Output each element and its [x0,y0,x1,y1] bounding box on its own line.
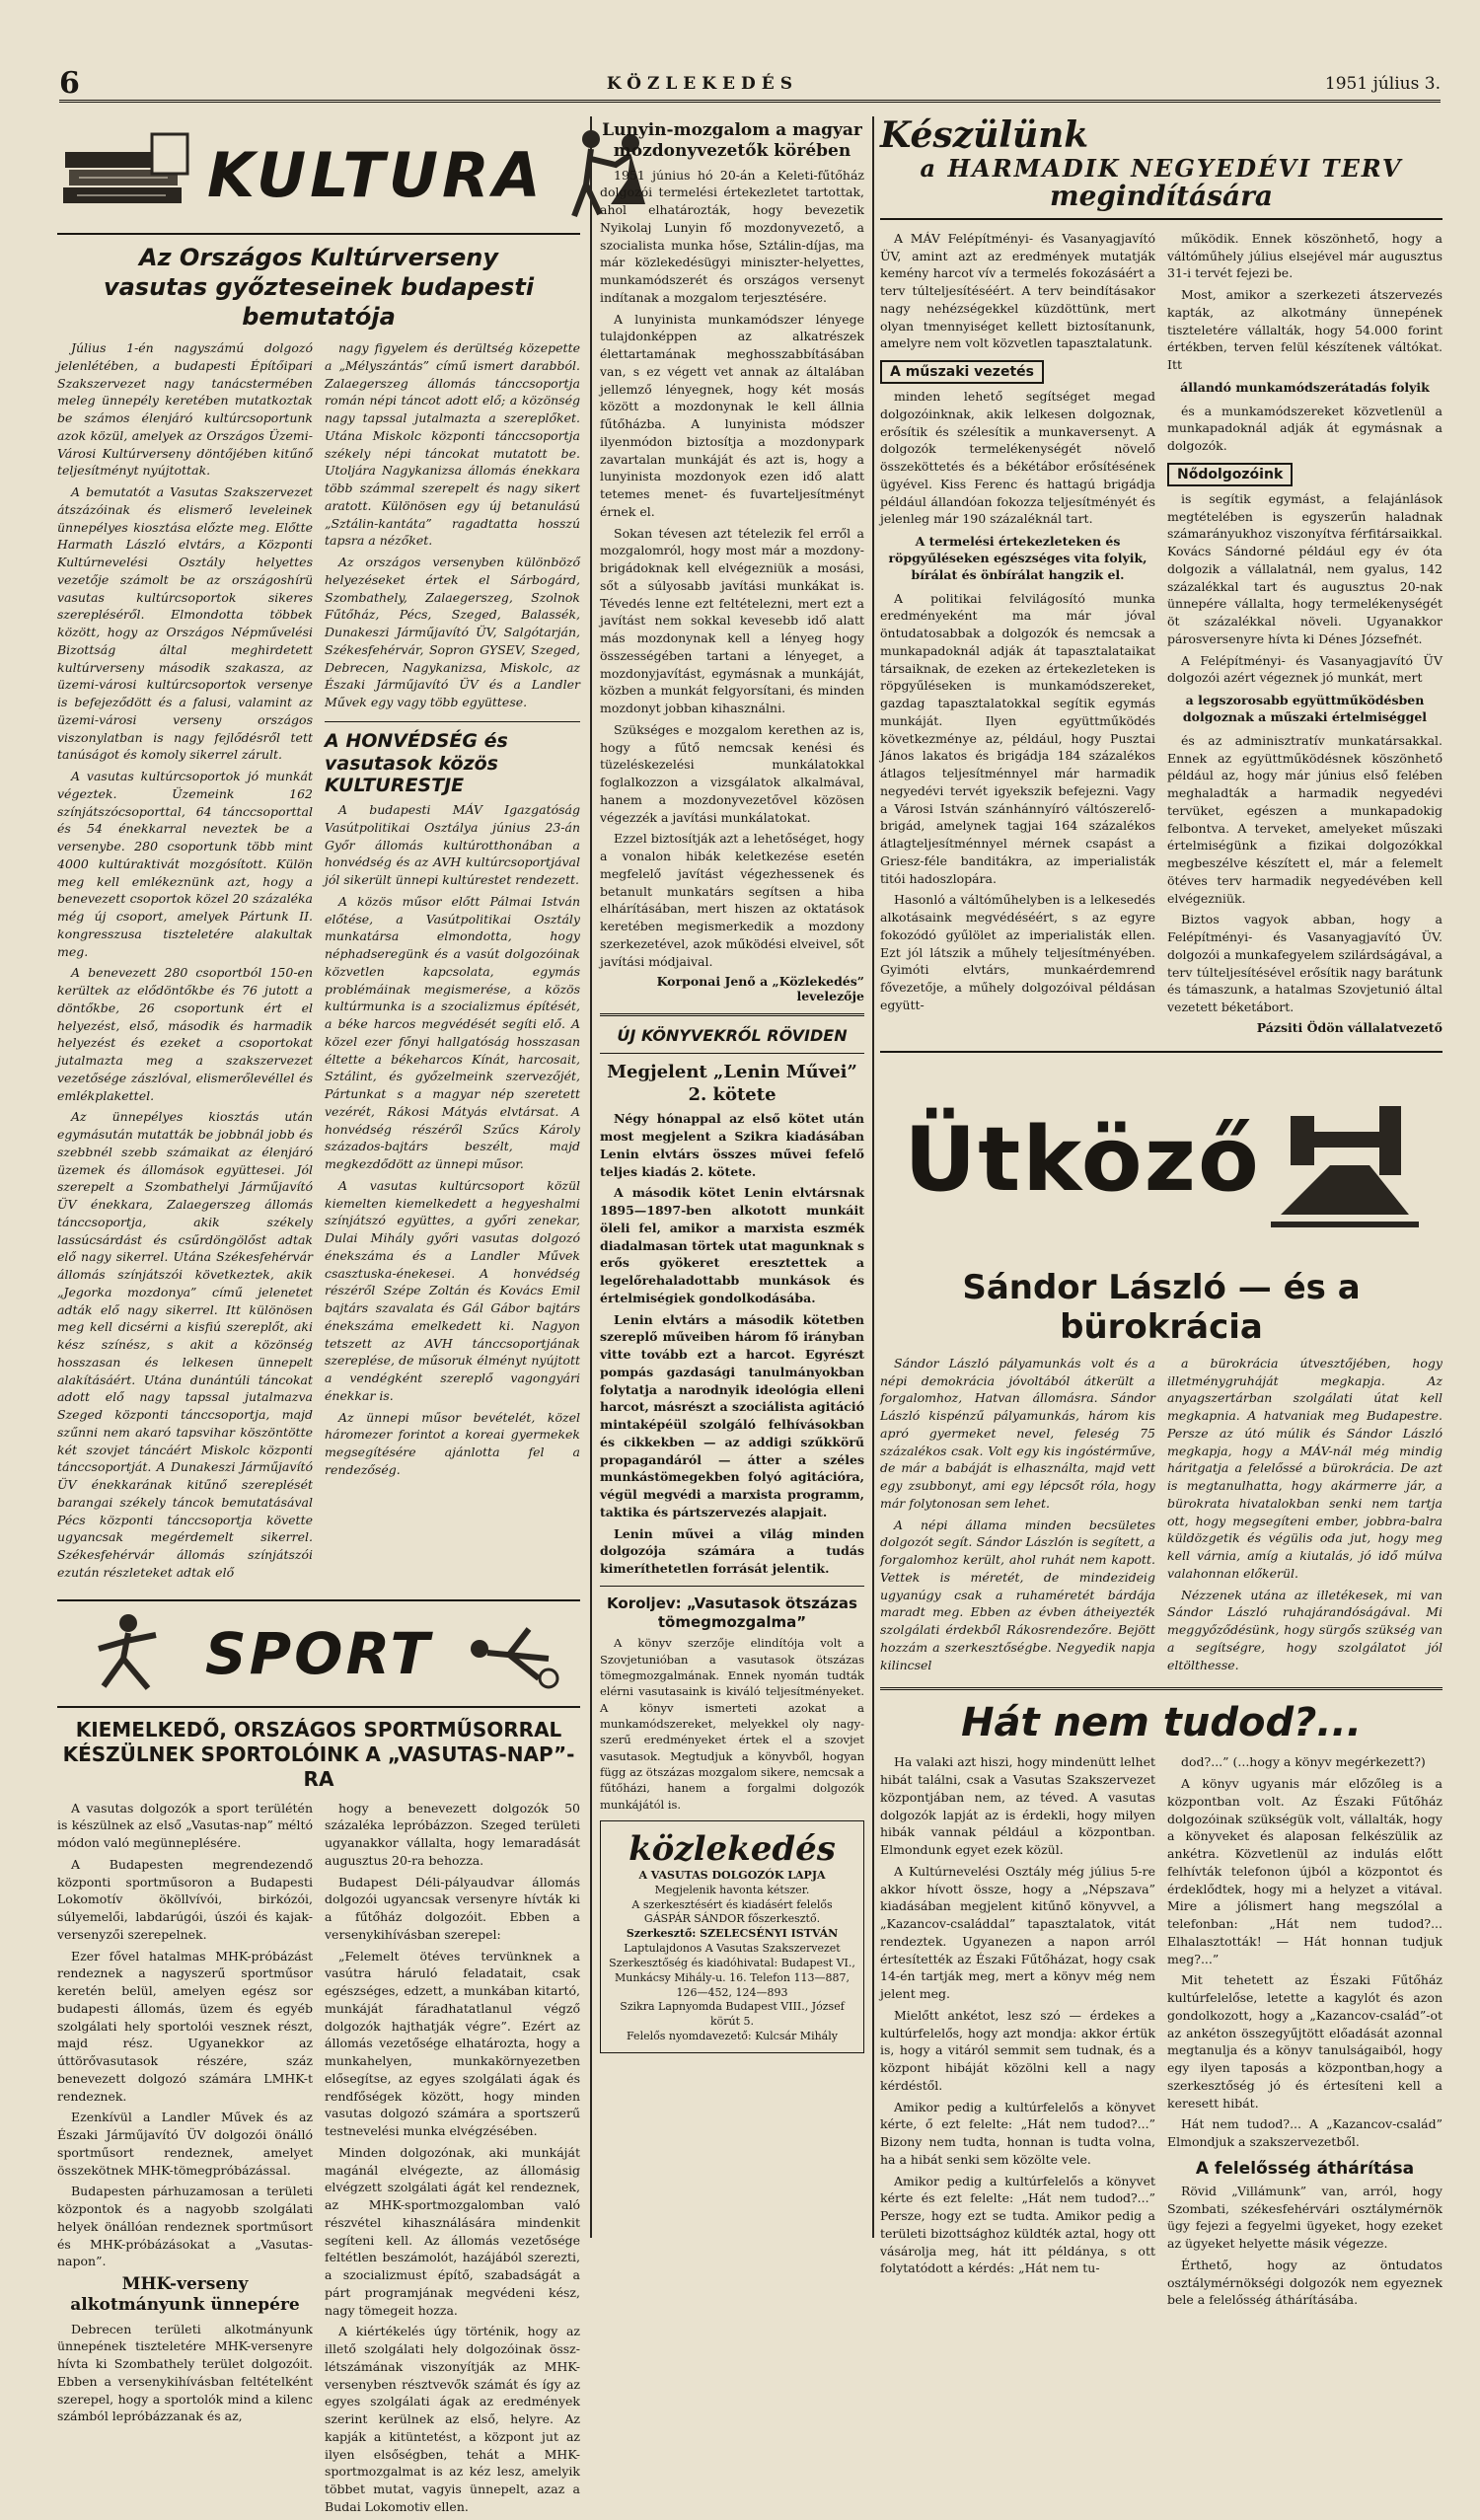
hat-nem-body [880,1753,1443,2313]
column-rule [872,116,874,2238]
imprint-logo: közlekedés [629,1828,836,1869]
paragraph: A közös műsor előtt Pálmai István előtése, a Vasútpolitikai Osztály munkatársa elmondotta, hogy néphadseregünk és a vasút dolgozóinak közvetlen kapcsolata, egymás problémáinak megismerése, a közös kultúrmunka is a szocializmus építését, a béke harcos megvédését segíti elő. A közel ezer főnyi hallgatóság hosszasan éltette a békeharcos Kínát, harcosait, Sztálint, és győzelmeink szervezőjét, Pártunkat s a magyar nép szeretett vezérét, Rákosi Mátyás elvtársat. A honvédség részéről Szűcs Károly százados-bajtárs beszélt, majd megkezdődött az ünnepi műsor. [325,893,580,1172]
utkozo-word: Ütköző [904,1108,1261,1213]
paragraph: Debrecen területi alkotmányunk ünnepének tiszteletére MHK-versenyre hívta ki Szombathely terület dolgozóit. Ebben a versenykihívásban feltételként szerepel, hogy a sportolók mind a kilenc számból lepróbázzanak és az, [57,2321,313,2424]
paragraph: A második kötet Lenin elvtársnak 1895—1897-ben alkotott munkáit öleli fel, amikor a marxista eszmék diadalmasan törtek utat magunknak s erős gyökeret eresztettek a legelőrehaladottabb munkások és értelmiségiek gondolkodásába. [600,1185,864,1305]
sandor-right [1167,1355,1443,1678]
paragraph: A bemutatót a Vasutas Szakszervezet átszázóinak és elismerő leveleinek ünnepélyes kiosztása előzte meg. Előtte Harmath László elvtárs, a Központi Kultúrnevelési Osztály helyettes vezetője számolt be az országoshírü vasutas kultúrcsoportok sikeres szerepléséről. Elmondotta többek között, hogy az Országos Népművelési Bizottság által meghirdetett kultúrverseny második szakasza, az üzemi-városi kultúrcsoportok versenye is befejeződött és a falusi, valamint az üzemi-városi verseny országos viszonylatban is nagy fejlődésről tett tanúságot és komoly sikerrel zárult. [57,484,313,763]
sport-body-right [325,1800,580,2520]
issue-date: 1951 július 3. [1324,73,1441,94]
sandor-title: Sándor László — és a bürokrácia [962,1267,1361,1347]
paragraph: A könyv szerzője elindítója volt a Szovjetunióban a vasutasok ötszázas tömegmozgalmának. Ennek nyomán tudták elérni vasutasaink is kiváló teljesítményeket. A könyv ismerteti azokat a munkamódszereket, melyekkel oly nagy-szerű eredményeket értek el a szovjet vasutasok. Megtudjuk a könyvből, hogyan függ az ötszázas mozgalom sikere, nemcsak a fűtőházi, hanem a forgalmi dolgozók munkájától is. [600,1636,864,1812]
hat-nem-right [1167,1753,1443,2313]
paragraph: 1951 június hó 20-án a Keleti-fűtőház dolgozói termelési értekezletet tartottak, ahol elhatározták, hogy bevezetik Nyikolaj Lunyin fő mozdonyvezető, a szocialista munka hőse, Sztálin-díjas, ma már közlekedésügyi miniszter-helyettes, munkamódszerét és országos versenyt indítanak a mozgalom terjesztésére. [600,167,864,305]
keszulunk-body [880,230,1443,1043]
divider [600,1053,864,1054]
mhk-title: MHK-verseny alkotmányunk ünnepére [70,2274,300,2316]
kultura-word: KULTURA [207,138,545,211]
imprint-line: Laptulajdonos A Vasutas Szakszervezet Szerkesztőség és kiadóhivatal: Budapest VI., Munkácsy Mihály-u. 16. Telefon 113—887, 126—452, 124—893 [609,1942,855,1999]
sport-body [57,1800,580,2520]
middle-column [600,116,864,2238]
paragraph: Sokan tévesen azt tételezik fel erről a mozgalomról, hogy most már a mozdony-brigádoknak kell elvégezniük a mosási, sőt a súlyosabb javítási munkákat is. Tévedés lenne ezt feltételezni, mert ezt a javítást nem sokkal kevesebb idő alatt más mozdonynak kell a lényeg hogy összességében tartani a lényeget, a mozdonyjavítást, egymásnak a munkáját, közben a munkát felgyorsítani, és minden mozdonyt jobban kihasználni. [600,525,864,715]
paragraph: A lunyinista munkamódszer lényege tulajdonképpen az alkatrészek élettartamának meghosszabbításában van, s ez végett vet annak az általában jellemző lényegnek, hogy két mosás között a mozdonynak le kell állnia fűtőházba. A lunyinista módszer ilyenmódon biztosítja a mozdonypark zavartalan munkáját és azt is, hogy a lunyinista mozdonyok ezen idő alatt tetemes menet- és fuvarteljesítményt érnek el. [600,311,864,519]
kultura-body [57,339,580,1586]
keszulunk-line2: a HARMADIK NEGYEDÉVI TERV [920,153,1403,183]
paragraph: Mit tehetett az Északi Fűtőház kultúrfelelőse, letette a kagylót és azon gondolkozott, hogy a „Kazancov-család”-ot az ankéton összegyűjtött előadását azonnal megtanulja és a könyv tanulságaiból, hogy egy ilyen taposás a központban,hogy a szerkesztőség jó és értesíteni kell a keresett hibát. [1167,1972,1443,2111]
keszulunk-line1: Készülünk [880,114,1089,156]
paragraph: dod?...” (...hogy a könyv megérkezett?) [1181,1754,1426,1770]
paragraph: A Kultúrnevelési Osztály még július 5-re akkor hívott össze, hogy a „Népszava” kiadásában megjelent kitűnő könyvvel, a „Kazancov-családdal” tapasztalatok, vitát rendeztek. Ugyanezen a napon arról értesítették az Északi Fűtőházat, hogy csak 14-én tartják meg, mert a könyv még nem jelent meg. [880,1863,1155,2002]
paragraph: Amikor pedig a kultúrfelelős a könyvet kérte, ő ezt felelte: „Hát nem tudod?...” Bizony nem tudta, honnan is tudta volna, ha a hibát senki sem közölte vele. [880,2099,1155,2167]
sport-word: SPORT [204,1619,433,1687]
imprint-line: Felelős nyomdavezető: Kulcsár Mihály [627,2030,838,2043]
paragraph: Rövid „Villámunk” van, arról, hogy Szombati, székesfehérvári osztálymérnök ügy fejezi a fegyelmi ügyeket, hogy ezeket az ügyeket helyette másik végezze. [1167,2183,1443,2252]
keszulunk-line3: megindítására [1049,179,1274,212]
imprint-line: Szikra Lapnyomda Budapest VIII., József körút 5. [620,2000,845,2029]
sport-header [57,1599,580,1708]
paragraph: Július 1-én nagyszámú dolgozó jelenlétében, a budapesti Építőipari Szakszervezet nagy tanácstermében meleg ünnepély keretében mutatkoztak be számos élenjáró kultúrcsoportunk azok közül, amelyek az Országos Üzemi-Városi Kultúrverseny döntőjében kitűnő teljesítményt nyújtottak. [57,340,313,479]
paragraph: A kiértékelés úgy történik, hogy az illető szolgálati hely dolgozóinak össz-létszámának viszonyítják az MHK-versenyben résztvevők számát és így az egyes szolgálati ágak az eredmények szerint kerülnek az első, helyre. Az kapják a kitüntetést, a központ jut az ilyen elsőségben, tehát a MHK-sportmozgalmat is az kéz lesz, amelyik többet mutat, vagyis ünnepelt, azaz a Budai Lokomotiv ellen. [325,2324,580,2514]
paragraph: hogy a benevezett dolgozók 50 százaléka lepróbázzon. Szeged területi ugyanakkor vállalta, hogy lemaradását augusztus 20-ra behozza. [325,1800,580,1868]
keszulunk-header [880,116,1443,220]
paragraph: A könyv ugyanis már előzőleg is a központban volt. Az Északi Fűtőház dolgozóinak szükségük volt, vállalták, hogy a könyveket és alaposan felkészülik az ankétra. Közvetlenül az indulás előtt felhívták telefonon újból a központot és érdeklődtek, hogy mi a helyzet a vitával. Mire a jólismert hang megszólal a telefonban: „Hát nem tudod?... Elhalasztották! — Hát honnan tudjuk meg?...” [1167,1776,1443,1966]
paragraph: Lenin művei a világ minden dolgozója számára a tudás kimeríthetetlen forrását jelentik. [600,1525,864,1576]
paragraph: Biztos vagyok abban, hogy a Felépítményi- és Vasanyagjavító ÜV. dolgozói a munkafegyelem szilárdságával, a terv túlteljesítésével erősítik nagy barátunk és támaszunk, a hatalmas Szovjetunió által vezetett béketábort. [1167,912,1443,1015]
column-rule [590,116,592,2238]
kultura-body-right [325,339,580,1586]
masthead [59,67,1441,103]
honved-title: A HONVÉDSÉG és vasutasok közös KULTURESTJE [325,729,508,797]
paragraph: A politikai felvilágosító munka eredményeként ma már jóval öntudatosabbak a dolgozók és nemcsak a munkapadoknál adják át tapasztalataikat társaiknak, de ezeken az értekezleteken is röpgyűléseken is munkamódszereket, gazdag tapasztalatokkal segítik egymás munkáját. Ilyen együttműködés következménye az, például, hogy Pusztai János lakatos és brigádja 184 százalékos átlagos teljesítménnyel már harmadik negyedévi tervét igyekszik befejezni. Vagy a Városi István szánhánnyíró váltószerelő-brigád, amelynek tagjai 164 százalékos átlagteljesítménnyel mérnek csapást a Griesz-féle banditákra, az imperialisták titói hadoszlopára. [880,590,1155,886]
sandor-left [880,1355,1155,1678]
paragraph: Mielőtt ankétot, lesz szó — érdekes a kultúrfelelős, hogy azt mondja: akkor értük is, hogy a vitáról semmit sem tudnak, és a központ hibáját közölni kell a nagy kérdéstől. [880,2007,1155,2093]
paragraph: működik. Ennek köszönhető, hogy a váltóműhely július elsejével már augusztus 31-i tervét fejezi be. [1167,230,1443,281]
paragraph: Az ünnepi műsor bevételét, közel háromezer forintot a koreai gyermekek megsegítésére ajánlotta fel a rendezőség. [325,1409,580,1477]
muszaki-label: A műszaki vezetés [880,360,1044,384]
paragraph: Budapest Déli-pályaudvar állomás dolgozói ugyancsak versenyre hívták ki a fűtőház dolgozóit. Ebben a versenykihívásban szerepel: [325,1874,580,1942]
paragraph: Hasonló a váltóműhelyben is a lelkesedés alkotásaink megvédéséért, s az egyre fokozódó gyűlölet az imperialisták ellen. Ezt jól látszik a műhely teljesítményében. Gyimóti elvtárs, munkaérdemrend fővezetője, a műhely dolgozóival példásan együtt- [880,892,1155,1012]
imprint-line: A VASUTAS DOLGOZÓK LAPJA [638,1868,826,1882]
kultura-header [57,116,580,235]
lenin-title: Megjelent „Lenin Művei” 2. kötete [607,1062,857,1105]
sport-body-left [57,1800,313,2520]
paragraph: A Budapesten megrendezendő központi sportműsoron a Budapesti Lokomotív ököllvívói, birkózói, súlyemelői, labdarúgói, úszói és kajak-versenyzői szerepelnek. [57,1856,313,1942]
paragraph: Nézzenek utána az illetékesek, mi van Sándor László ruhajárandóságával. Mi meggyőződésünk, hogy sürgős szükség van a segítségre, hogy szolgálatot jól eltölthesse. [1167,1587,1443,1672]
right-column [880,114,1443,2308]
paragraph: Lenin elvtárs a második kötetben szereplő műveiben három fő irányban vitte tovább ezt a harcot. Egyrészt pompás gazdasági tanulmányokban folytatja a narodnyik ideológia elleni harcot, másrészt a szociálista agitáció mintaképéül szolgáló felhívásokban és cikkekben — az addigi szűkkörű propagandáról — átter a széles munkástömegekben folyó agitációra, végül megvédi a marxista programm, taktika és pártszervezés alapjait. [600,1311,864,1519]
paragraph: A népi állama minden becsületes dolgozót segít. Sándor Lászlón is segített, a forgalomhoz került, ahol ruhát nem kapott. Vettek is méretét, de mindezideig ugyanúgy csak a ruhaméretét bárdája maradt meg. Ebben az évben átheiyezték szolgálati érdekből Rákosrendezőre. Bejött hozzám a szerkesztőségbe. Negyedik napja kilincsel [880,1517,1155,1672]
paragraph: Ezenkívül a Landler Művek és az Északi Járműjavító ÜV dolgozói önálló sportműsort rendeznek, amelyet összekötnek MHK-tömegpróbázással. [57,2110,313,2178]
paragraph: Most, amikor a szerkezeti átszervezés kapták, az alkotmány ünnepének tiszteletére vállalták, hogy 54.000 forint értékben, terven felül készítenek váltókat. Itt [1167,287,1443,373]
paragraph: Hát nem tudod?... A „Kazancov-család” Elmondjuk a szakszervezetből. [1167,2116,1443,2150]
paragraph: A benevezett 280 csoportból 150-en kerültek az elődöntőkbe és 76 jutott a döntőkbe, 26 csoportunk ért el helyezést, első, második és harmadik helyezést és ezeket a csoportokat jutalmazta meg a szakszervezet vezetősége zászlóval, elismerőlevéllel és emlékplakettel. [57,965,313,1103]
paragraph: A MÁV Felépítményi- és Vasanyagjavító ÜV, amint azt az eredmények mutatják kemény harcot vív a termelés fokozásáért a terv túlteljesítéséért. A terv beindításakor nagy nehézségekkel küzdöttünk, mert olyan tmennyiséget kellett biztosítanunk, amelyre nem volt közvetlen tapasztalatunk. [880,230,1155,351]
kultura-body-left [57,339,313,1586]
kultura-title: Az Országos Kultúrverseny [139,244,498,271]
keszulunk-author: Pázsiti Ödön vállalatvezető [1256,1019,1443,1035]
sandor-body [880,1355,1443,1678]
swimmer-illustration [450,1609,568,1698]
bold-heading: A termelési értekezleteken és röpgyűléseken egészséges vita folyik, bírálat és önbírálat hangzik el. [888,534,1147,582]
bold-heading: a legszorosabb együttműködésben dolgoznak a műszaki értelmiséggel [1182,693,1428,725]
koroljev-title: Koroljev: „Vasutasok ötszázas tömegmozgalma” [607,1594,857,1631]
divider [600,1586,864,1587]
sport-title: KIEMELKEDŐ, ORSZÁGOS SPORTMŰSORRAL KÉSZÜLNEK SPORTOLÓINK A „VASUTAS-NAP”-RA [62,1717,575,1791]
paragraph: a bürokrácia útvesztőjében, hogy illetménygruháját megkapja. Az anyagszertárban szolgálati útat kell megkapnia. A hatvaniak meg Budapestre. Persze az útó múlik és Sándor László megkapja, hogy a MÁV-nál még mindig háritgatja a felelőssé a bürokrácia. De azt is megtanulhatta, hogy akármerre jár, a bürokrata hivatalokban senki nem tartja ott, hogy megsegíteni ember, jobbra-balra küldözgetik és végülis oda jut, hogy meg kell várnia, amíg a kiutalás, jó idő múlva valahonnan előkerül. [1167,1355,1443,1581]
paragraph: A Felépítményi- és Vasanyagjavító ÜV dolgozói azért végeznek jó munkát, mert [1167,652,1443,686]
paragraph: nagy figyelem és derültség közepette a „Mélyszántás” című ismert darabból. Zalaegerszeg állomás tánccsoportja román népi táncot adott elő; a közönség nagy tapssal jutalmazta a szereplőket. Utána Miskolc központi tánccsoportja székely népi táncokat mutatott be. Utoljára Nagykanizsa állomás énekkara több számmal szerepelt és nagy sikert aratott. Különösen egy új betanulású „Sztálin-kantáta” ragadtatta hosszú tapsra a nézőket. [325,340,580,549]
utkozo-header [880,1051,1443,1268]
hat-nem-left [880,1753,1155,2313]
divider [600,1013,864,1016]
paragraph: és az adminisztratív munkatársakkal. Ennek az együttműködésnek köszönhető például az, hogy már június első felében meghaladták a harmadik negyedévi tervüket, egészen a munkapadokig felbontva. A terveket, amelyeket műszaki értelmiségünk a fizikai dolgozókkal megbeszélve készített el, már a felemelt ötéves terv harmadik negyedévében kell elvégezniük. [1167,732,1443,906]
paragraph: Az ünnepélyes kiosztás után egymásután mutatták be jobbnál jobb és szebbnél szebb számaikat az élenjáró üzemek és állomások együttesei. Jól szerepelt a Szombathelyi Járműjavító ÜV énekkara, Zalaegerszeg állomás tánccsoportja, akik székely lassúcsárdást és csűrdöngölőst adtak elő nagy sikerrel. Utána Székesfehérvár állomás színjátszói következtek, akik „Jegorka mozdonya” című jelenetet adták elő nagy sikerrel. Itt különösen meg kell dicsérni a kisfiú szereplőt, aki kész színész, s akit a közönség hosszasan és lelkesen ünnepelt alakításáért. Utána dunántúli táncokat adott elő nagy tapssal jutalmazva Szeged központi tánccsoportja, majd szűnni nem akaró tapsvihar köszöntötte két szovjet táncáért Miskolc központi tánccsoportját. A Dunakeszi Járműjavító ÜV énekkarának kitűnő szereplését barangai székely táncok bemutatásával Pécs központi tánccsoportja követte ugyancsak megérdemelt sikerrel. Székesfehérvár állomás színjátszói ezután részleteket adtak elő [57,1109,313,1580]
paragraph: Budapesten párhuzamosan a területi központok és a nagyobb szolgálati helyek önállóan rendeznek sportműsort és MHK-próbázásokat a „Vasutas-napon”. [57,2184,313,2269]
paragraph: Ezzel biztosítják azt a lehetőséget, hogy a vonalon hibák keletkezése esetén megfelelő javítást végezhessenek és betanult munkatárs segítsen a hiba elhárításában, mert hiszen az oktatások keretében megismerkedik a mozdony szerkezetével, azok működési elveivel, sőt javítási módjaival. [600,831,864,969]
lunyin-author: Korponai Jenő a „Közlekedés” levelezője [656,974,864,1004]
imprint-line: A szerkesztésért és kiadásért felelős GÁSPÁR SÁNDOR főszerkesztő. [631,1897,833,1926]
page-number: 6 [59,66,80,101]
paragraph: A budapesti MÁV Igazgatóság Vasútpolitikai Osztálya június 23-án Győr állomás kultúrotthonában a honvédség és az AVH kultúrcsoportjával jól sikerült ünnepi kultúrestet rendezett. [325,802,580,888]
paragraph: Ha valaki azt hiszi, hogy mindenütt lelhet hibát találni, csak a Vasutas Szakszervezet központjában nem, az téved. A vasutas dolgozók lapját az is érdekli, hogy milyen hibák vannak például a központban. Elmondunk egyet ezek közül. [880,1754,1155,1858]
paragraph: és a munkamódszereket közvetlenül a munkapadoknál adják át egymásnak a dolgozók. [1167,403,1443,454]
felelosseg-title: A felelősség áthárítása [1195,2158,1415,2179]
honved-article [325,721,580,1479]
paragraph: „Felemelt ötéves tervünknek a vasútra háruló feladatait, csak egészséges, edzett, a munkában kitartó, munkáját fáradhatatlanul végző dolgozók hajthatják végre”. Ezért az állomás vezetősége elhatározta, hogy a munkahelyen, munkakörnyezetben elősegítse, az egyes szolgálati ágak és rendfőségek között, hogy minden vasutas dolgozó számára a sportszerű testnevelési munka elvégzésében. [325,1948,580,2138]
paragraph: Érthető, hogy az öntudatos osztálymérnökségi dolgozók nem egyeznek bele a felelősség áthárításába. [1167,2257,1443,2308]
imprint-box [600,1820,864,2053]
paragraph: Szükséges e mozgalom kerethen az is, hogy a fűtő nemcsak kenési és tüzeléskezelési munkálatokkal foglalkozzon a vizsgálatok alkalmával, hanem a mozdonyvezetővel közösen végezzék a javítási munkálatokat. [600,721,864,825]
buffer-stop-illustration [1271,1086,1419,1234]
paragraph: A vasutas kultúrcsoportok jó munkát végeztek. Üzemeink 162 színjátszócsoporttal, 64 tánccsoporttal és 54 énekkarral neveztek be a versenybe. 280 csoportunk több mint 4000 kultúraktivát mozgósított. Külön meg kell emlékeznünk azt, hogy a benevezett csoportok közel 20 százaléka még új csoport, amelyek Pártunk II. kongresszusa tiszteletére alakultak meg. [57,769,313,959]
runner-illustration [69,1609,187,1698]
paragraph: A vasutas kultúrcsoport közül kiemelten kiemelkedett a hegyeshalmi színjátszó együttes, a győri zenekar, Dulai Mihály győri vasutas dolgozó énekszáma és a Landler Művek csasztuska-énekesei. A honvédség részéről Szépe Zoltán és Kovács Emil bajtárs szavalata és Gál Gábor bajtárs énekszáma emelkedett ki. Nagyon tetszett az AVH tánccsoportjának szereplése, de műsoruk élményt nyújtott a vendégként szereplő vagongyári énekkar is. [325,1177,580,1403]
paragraph: minden lehető segítséget megad dolgozóinknak, akik lelkesen dolgoznak, erősítik és szélesítik a munkaversenyt. A dolgozók termelékenységét növelő összeköttetés és a békétábor erősítésének ügyével. Kiss Ferenc és hattagú brigádja például állandóan fokozza teljesítményét és jelenleg már 190 százaléknál tart. [880,389,1155,527]
paragraph: A vasutas dolgozók a sport terülétén is készülnek az első „Vasutas-nap” méltó módon való megünneplésére. [57,1800,313,1850]
keszulunk-right [1167,230,1443,1043]
paragraph: is segítik egymást, a felajánlások megtételében is egyszerűn haladnak számarányukhoz viszonyítva férfitársaikkal. Kovács Sándorné például egy év óta dolgozik a vállalatnál, nem gyalus, 142 százalékkal tart és augusztus 20-nak ünnepére vállalta, hogy termelékenységét öt százalékkal növeli. Ugyanakkor párosversenyre hívta ki Dénes Józsefnét. [1167,490,1443,646]
hat-nem-tudod-title: Hát nem tudod?... [961,1700,1362,1746]
books-illustration [57,130,195,219]
books-section-head: ÚJ KÖNYVEKRŐL RÖVIDEN [617,1026,848,1046]
imprint-line: Szerkesztő: SZELECSÉNYI ISTVÁN [626,1927,839,1941]
divider [880,1687,1443,1690]
kultura-subtitle: vasutas győzteseinek budapesti bemutatója [103,273,535,331]
paragraph: Négy hónappal az első kötet után most megjelent a Szikra kiadásában Lenin elvtárs összes művei fefelő teljes kiadás 2. kötete. [600,1111,864,1179]
lunyin-title: Lunyin-mozgalom a magyar mozdonyvezetők körében [602,120,862,162]
paragraph: Amikor pedig a kultúrfelelős a könyvet kérte és ezt felelte: „Hát nem tudod?...” Persze, hogy ezt se tudta. Amikor pedig a területi bizottsághoz küldték aztal, hogy ott vásárolja meg, hát itt példánya, s ott folytatódott a kérdés: „Hát nem tu- [880,2173,1155,2276]
bold-heading: állandó munkamódszerátadás folyik [1180,379,1430,395]
imprint-line: Megjelenik havonta kétszer. [654,1883,810,1896]
paragraph: Sándor László pályamunkás volt és a népi demokrácia jóvoltából átkerült a forgalomhoz, Hatvan állomásra. Sándor László kispénzű pályamunkás, három kis apró gyermeket nevel, feleség 75 százalékos csak. Volt egy kis ingóstérműve, de már a babáját is elhasználta, majd vett egy zsubbonyt, ami egy lépcsőt róla, hogy már folytonosan sem lehet. [880,1355,1155,1511]
paper-name: KÖZLEKEDÉS [606,73,798,94]
kultura-column [57,116,580,2514]
paragraph: Az országos versenyben különböző helyezéseket értek el Sárbogárd, Szombathely, Zalaegerszeg, Szolnok Fűtőház, Pécs, Szeged, Balassék, Dunakeszi Járműjavító ÜV, Salgótarján, Székesfehérvár, Sopron GYSEV, Szeged, Debrecen, Nagykanizsa, Miskolc, az Északi Járműjavító ÜV és a Landler Művek egy vagy több együttese. [325,555,580,709]
nodolgozoink-label: Nődolgozóink [1167,463,1293,486]
keszulunk-left [880,230,1155,1043]
paragraph: Ezer fővel hatalmas MHK-próbázást rendeznek a nagyszerű sportműsor keretén belül, amelyen egész sor budapesti állomás, üzem és egyéb szolgálati hely sportolói vesznek részt, majd rész. Ugyanekkor az úttörővasutasok részére, száz benevezett dolgozó számára LMHK-t rendeznek. [57,1948,313,2104]
paragraph: Minden dolgozónak, aki munkáját magánál elvégezte, az állomásig elvégzett szolgálati ágát kel rendeznek, az MHK-sportmozgalomban való részvétel kihasználására mindenkit segíteni kell. Az állomás vezetősége feltétlen beszámolót, hazájából szerezti, a szocializmust építő, szabadságát a párt programjának megvédeni kész, nagy tömegeit hozza. [325,2144,580,2318]
